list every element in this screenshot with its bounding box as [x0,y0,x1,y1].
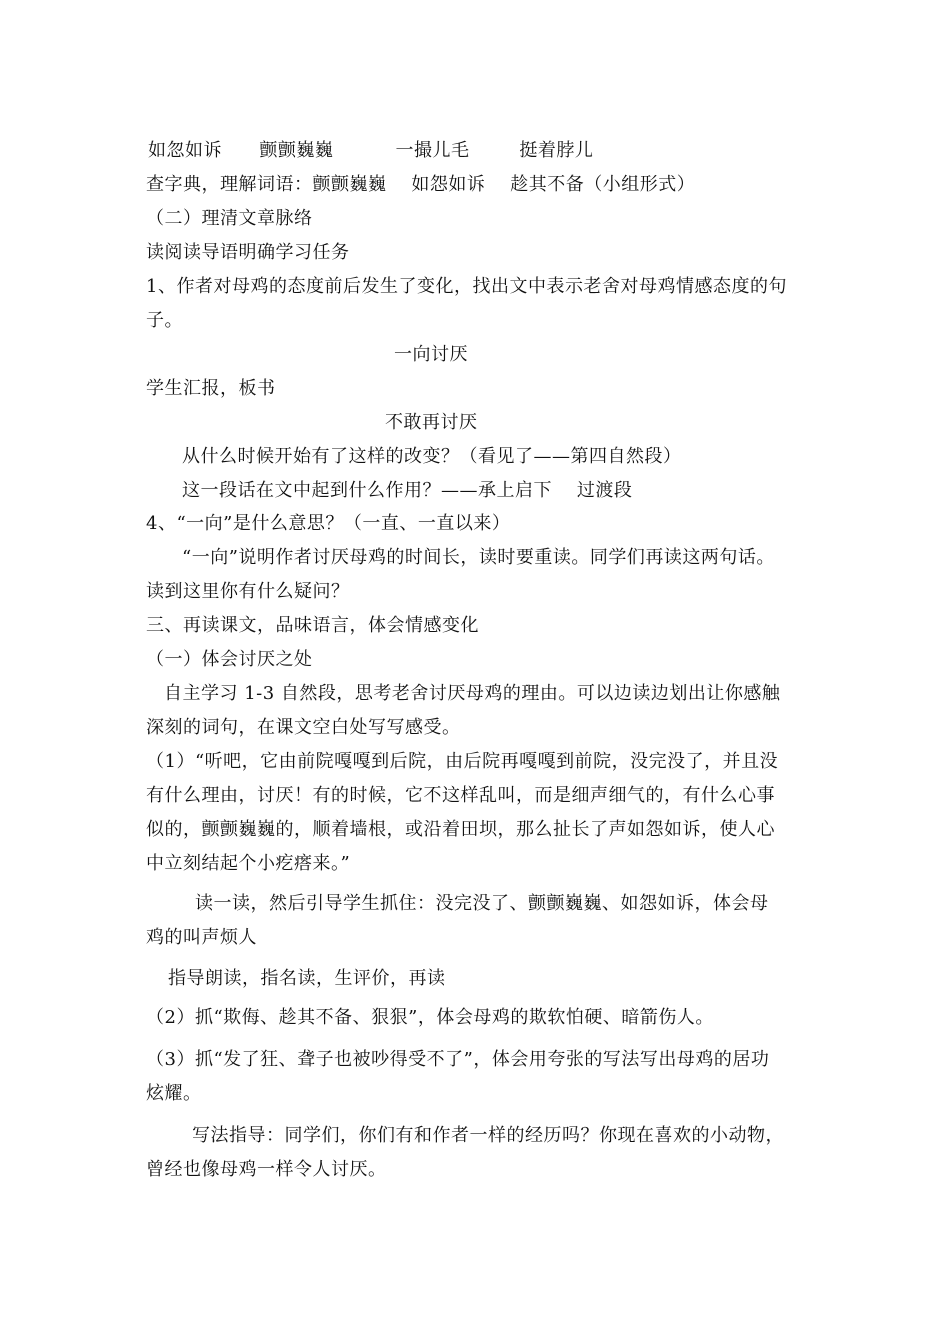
board-note-2: 不敢再讨厌 [385,412,478,433]
paragraph-line: “一向”说明作者讨厌母鸡的时间长，读时要重读。同学们再读这两句话。 [182,547,775,568]
paragraph-line: 鸡的叫声烦人 [146,927,257,948]
writing-guide-line-2: 曾经也像母鸡一样令人讨厌。 [146,1159,387,1180]
paragraph-line: 这一段话在文中起到什么作用？——承上启下 过渡段 [182,480,633,501]
paragraph-line: 自主学习 1-3 自然段，思考老舍讨厌母鸡的理由。可以边读边划出让你感触 [164,683,781,704]
paragraph-line: 从什么时候开始有了这样的改变？（看见了——第四自然段） [182,446,682,467]
question-1-line-2: 子。 [146,310,183,331]
point-3-line-1: （3）抓“发了狂、聋子也被吵得受不了”，体会用夸张的写法写出母鸡的居功 [146,1049,770,1070]
subsection-heading-1: （一）体会讨厌之处 [146,649,313,670]
paragraph-line: 读到这里你有什么疑问？ [146,581,350,602]
writing-guide-line-1: 写法指导：同学们，你们有和作者一样的经历吗？你现在喜欢的小动物， [192,1125,784,1146]
section-heading-2: （二）理清文章脉络 [146,208,313,229]
paragraph-line: 指导朗读，指名读，生评价，再读 [168,968,446,989]
quote-line: （1）“听吧，它由前院嘎嘎到后院，由后院再嘎嘎到前院，没完没了，并且没 [146,751,779,772]
question-4-line: 4、“一向”是什么意思？（一直、一直以来） [146,513,511,534]
question-1-line-1: 1、作者对母鸡的态度前后发生了变化，找出文中表示老舍对母鸡情感态度的句 [146,276,787,297]
paragraph-line: 读阅读导语明确学习任务 [146,242,350,263]
paragraph-line: 深刻的词句，在课文空白处写写感受。 [146,717,461,738]
point-3-line-2: 炫耀。 [146,1083,202,1104]
vocab-words-line: 如忽如诉 颤颤巍巍 一撮儿毛 挺着脖儿 [148,140,594,161]
point-2-line: （2）抓“欺侮、趁其不备、狠狠”，体会母鸡的欺软怕硬、暗箭伤人。 [146,1007,714,1028]
quote-line: 似的，颤颤巍巍的，顺着墙根，或沿着田坝，那么扯长了声如怨如诉，使人心 [146,819,775,840]
quote-line: 有什么理由，讨厌！有的时候，它不这样乱叫，而是细声细气的，有什么心事 [146,785,775,806]
paragraph-line: 读一读，然后引导学生抓住：没完没了、颤颤巍巍、如怨如诉，体会母 [195,893,769,914]
dictionary-task-line: 查字典，理解词语：颤颤巍巍 如怨如诉 趁其不备（小组形式） [146,174,696,195]
board-note-1: 一向讨厌 [394,344,468,365]
quote-line: 中立刻结起个小疙瘩来。” [146,853,351,874]
paragraph-line: 学生汇报，板书 [146,378,276,399]
section-heading-3: 三、再读课文，品味语言，体会情感变化 [146,615,479,636]
